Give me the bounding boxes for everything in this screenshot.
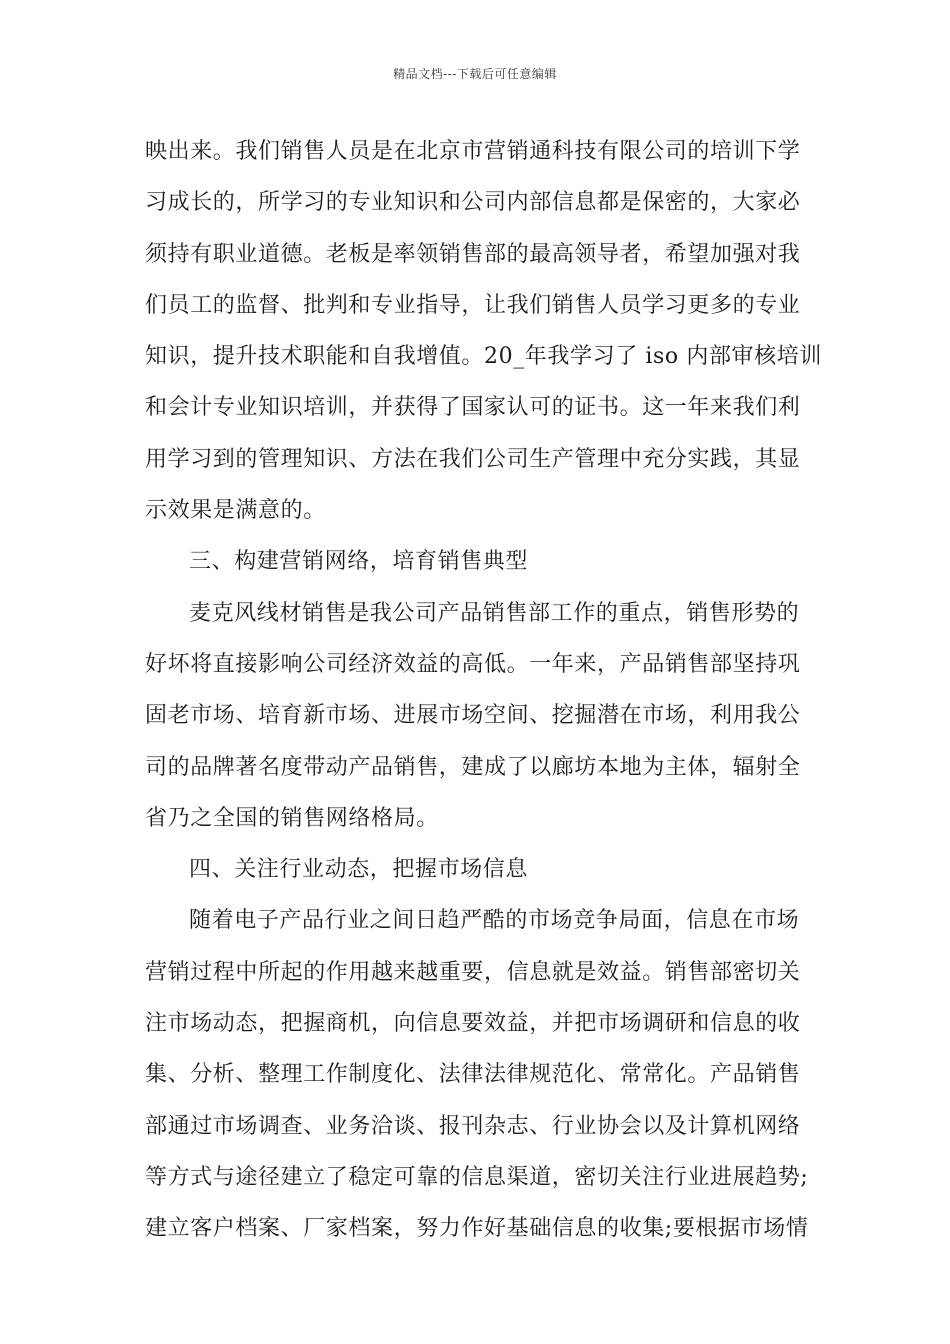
body-line: 省乃之全国的销售网络格局。 bbox=[145, 805, 439, 831]
section-heading: 三、构建营销网络，培育销售典型 bbox=[189, 549, 529, 575]
body-line: 营销过程中所起的作用越来越重要，信息就是效益。销售部密切关 bbox=[145, 959, 801, 985]
body-line: 固老市场、培育新市场、进展市场空间、挖掘潜在市场，利用我公 bbox=[145, 703, 801, 729]
body-line: 随着电子产品行业之间日趋严酷的市场竞争局面，信息在市场 bbox=[189, 908, 800, 934]
body-line: 映出来。我们销售人员是在北京市营销通科技有限公司的培训下学 bbox=[145, 139, 801, 164]
body-line: 司的品牌著名度带动产品销售，建成了以廊坊本地为主体，辐射全 bbox=[145, 754, 801, 780]
page-header: 精品文档---下载后可任意编辑 bbox=[393, 67, 557, 81]
body-line: 注市场动态，把握商机，向信息要效益，并把市场调研和信息的收 bbox=[145, 1011, 801, 1037]
body-line: 麦克风线材销售是我公司产品销售部工作的重点，销售形势的 bbox=[189, 600, 800, 626]
body-line: 习成长的，所学习的专业知识和公司内部信息都是保密的，大家必 bbox=[145, 190, 801, 216]
body-line: 须持有职业道德。老板是率领销售部的最高领导者，希望加强对我 bbox=[145, 241, 801, 267]
body-line: 和会计专业知识培训，并获得了国家认可的证书。这一年来我们利 bbox=[145, 395, 801, 421]
body-line: 们员工的监督、批判和专业指导，让我们销售人员学习更多的专业 bbox=[145, 292, 801, 318]
body-line: 建立客户档案、厂家档案，努力作好基础信息的收集;要根据市场情 bbox=[145, 1216, 809, 1242]
body-line: 好坏将直接影响公司经济效益的高低。一年来，产品销售部坚持巩 bbox=[145, 651, 801, 677]
body-line: 等方式与途径建立了稳定可靠的信息渠道，密切关注行业进展趋势; bbox=[145, 1164, 809, 1190]
document-body bbox=[145, 133, 822, 1262]
body-line: 用学习到的管理知识、方法在我们公司生产管理中充分实践，其显 bbox=[145, 446, 801, 472]
body-line: 示效果是满意的。 bbox=[145, 498, 326, 524]
body-line: 部通过市场调查、业务洽谈、报刊杂志、行业协会以及计算机网络 bbox=[145, 1113, 801, 1139]
section-heading: 四、关注行业动态，把握市场信息 bbox=[189, 857, 529, 883]
body-line: 知识，提升技术职能和自我增值。20_年我学习了 iso 内部审核培训 bbox=[145, 344, 822, 370]
body-line: 集、分析、整理工作制度化、法律法律规范化、常常化。产品销售 bbox=[145, 1062, 801, 1088]
